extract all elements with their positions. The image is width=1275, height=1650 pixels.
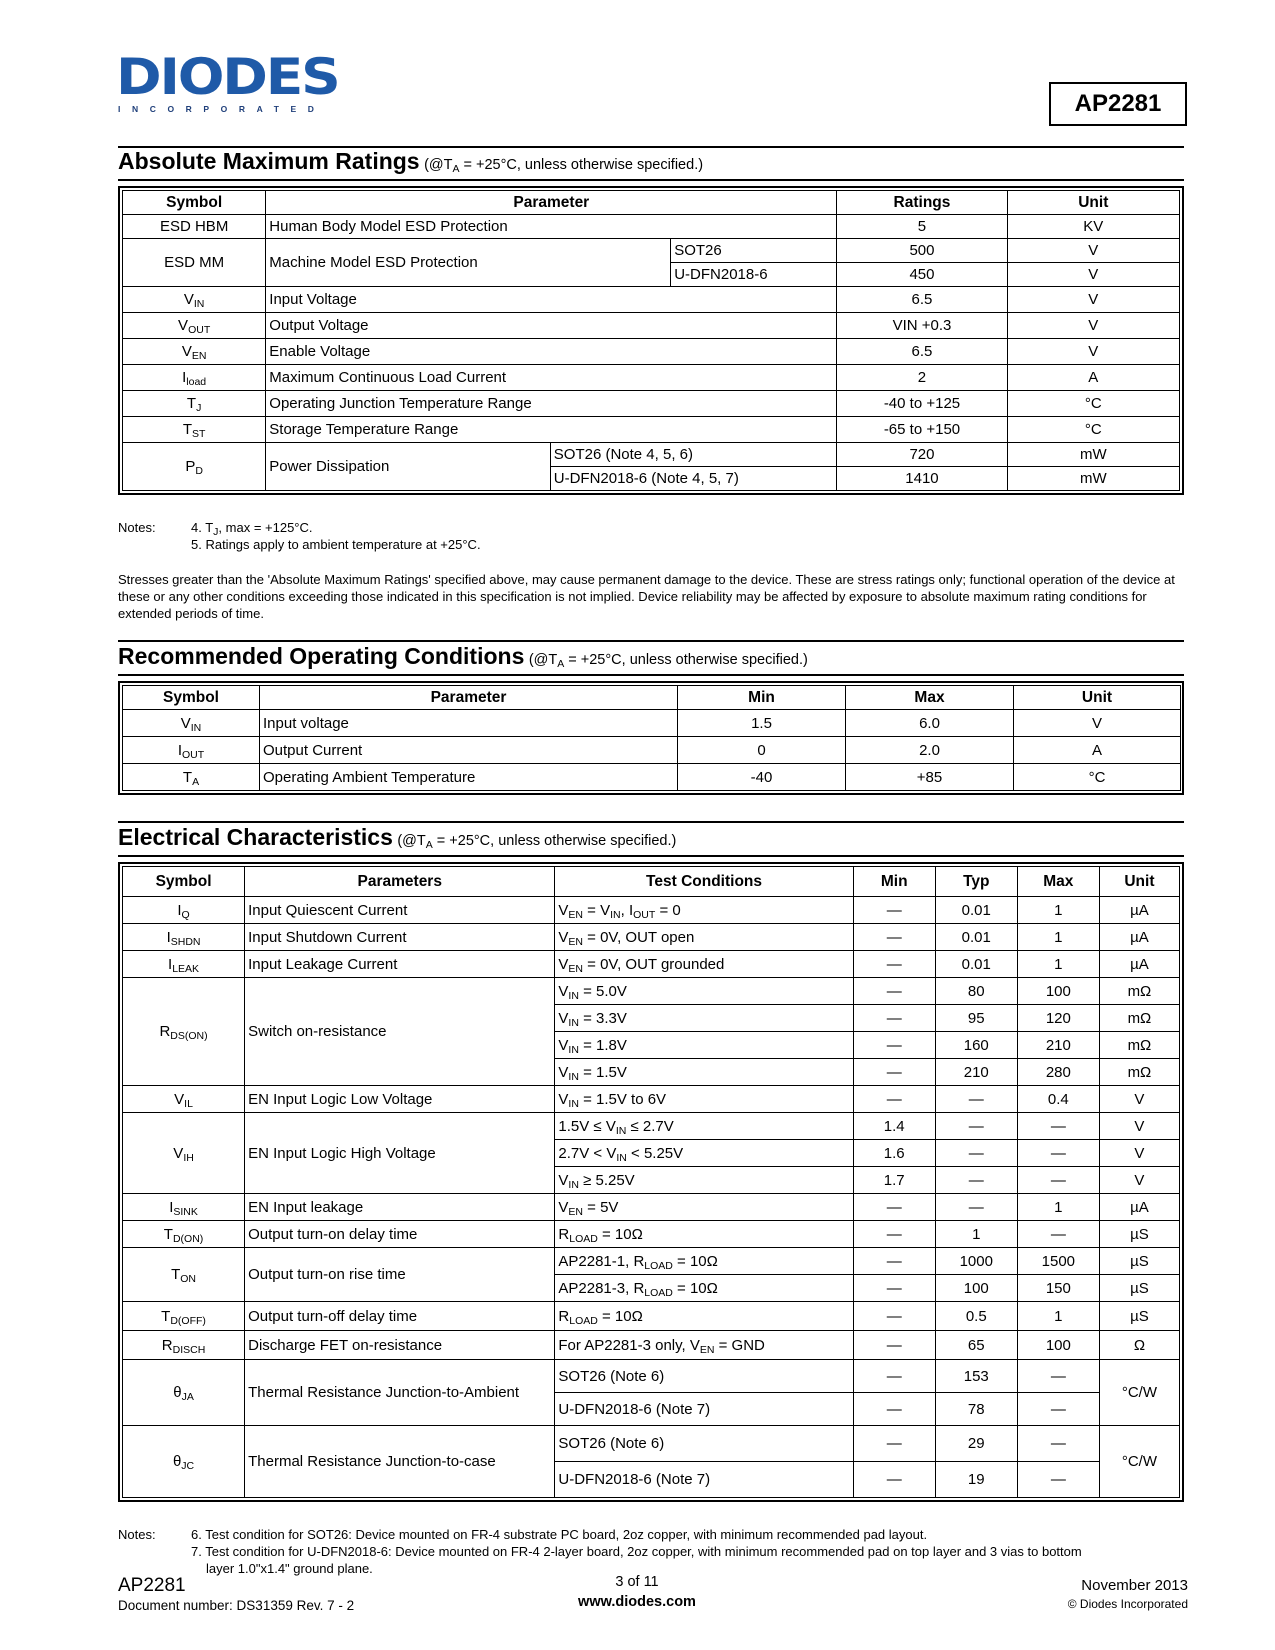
- footer-copyright: © Diodes Incorporated: [1067, 1597, 1188, 1611]
- table-header-row: Symbol Parameter Min Max Unit: [123, 686, 1181, 710]
- table-row: U-DFN2018-6 (Note 7) — 19 —: [123, 1462, 1180, 1498]
- roc-condition: ($@T_A = +25^\circ C$, unless otherwise specified.): [528, 652, 808, 670]
- table-row: U-DFN2018-6 (Note 7) — 78 —: [123, 1393, 1180, 1426]
- amr-notes: Notes: 4. $T_J$, max = +125°C. 5. Ratings apply to ambient temperature at +25°C.: [118, 519, 1198, 555]
- table-row: $\theta_{JA}$ Thermal Resistance Junction-to-Ambient SOT26 (Note 6) — 153 — °C/W: [123, 1360, 1180, 1393]
- ec-heading: [118, 824, 1184, 851]
- footer-doc-number: Document number: DS31359 Rev. 7 - 2: [118, 1598, 355, 1613]
- stress-paragraph: Stresses greater than the 'Absolute Maximum Ratings' specified above, may cause permanent damage to the device. These are stress ratings only; functional operation of the device at these or any other conditions exceeding those indicated in this specification is not implied. Device reliability may be affected by exposure to absolute maximum rating conditions for extended periods of time.: [118, 572, 1175, 621]
- col-unit: Unit: [1007, 191, 1179, 215]
- section-rule: [118, 821, 1184, 823]
- table-row: $T_J$ Operating Junction Temperature Range -40 to +125 °C: [123, 391, 1180, 417]
- table-row: $V_{OUT}$ Output Voltage VIN +0.3 V: [123, 313, 1180, 339]
- table-row: $V_{IN}$ Input Voltage 6.5 V: [123, 287, 1180, 313]
- table-row: U-DFN2018-6 450 V: [123, 263, 1180, 287]
- table-row: $R_{DISCH}$ Discharge FET on-resistance For AP2281-3 only, $V_{EN}$ = GND — 65 100 Ω: [123, 1331, 1180, 1360]
- note-5: 5. Ratings apply to ambient temperature at +25°C.: [191, 537, 481, 552]
- amr-title: Absolute Maximum Ratings: [118, 148, 420, 174]
- table-row: $2.7V < V_{IN} < 5.25V$ 1.6 — — V: [123, 1140, 1180, 1167]
- table-row: $T_{D(ON)}$ Output turn-on delay time $R_{LOAD} = 10\Omega$ — 1 — µS: [123, 1221, 1180, 1248]
- footer-date: November 2013: [1081, 1577, 1188, 1594]
- table-header-row: [123, 191, 1180, 215]
- table-row: $\theta_{JC}$ Thermal Resistance Junction-to-case SOT26 (Note 6) — 29 — °C/W: [123, 1426, 1180, 1462]
- section-rule: [118, 674, 1184, 676]
- table-row: ESD MM Machine Model ESD Protection SOT26 500 V: [123, 239, 1180, 263]
- table-row: $T_A$ Operating Ambient Temperature -40 +85 °C: [123, 764, 1181, 791]
- col-ratings: Ratings: [837, 191, 1007, 215]
- col-parameter: Parameter: [266, 191, 837, 215]
- table-row: $V_{IN}$ Input voltage 1.5 6.0 V: [123, 710, 1181, 737]
- table-row: $I_{SHDN}$ Input Shutdown Current $V_{EN} = 0V$, OUT open — 0.01 1 µA: [123, 924, 1180, 951]
- table-row: $V_{IN} = 3.3V$ — 95 120 mΩ: [123, 1005, 1180, 1032]
- table-row: $I_{load}$ Maximum Continuous Load Current 2 A: [123, 365, 1180, 391]
- table-row: AP2281-3, $R_{LOAD} = 10\Omega$ — 100 150 µS: [123, 1275, 1180, 1302]
- footer-page: 3 of 11: [615, 1574, 659, 1590]
- note-7: 7. Test condition for U-DFN2018-6: Device mounted on FR-4 2-layer board, 2oz copper, with minimum recommended pad on top layer and 3 vias to bottom: [191, 1544, 1082, 1559]
- table-row: $T_{ON}$ Output turn-on rise time AP2281-1, $R_{LOAD} = 10\Omega$ — 1000 1500 µS: [123, 1248, 1180, 1275]
- table-row: $I_{SINK}$ EN Input leakage $V_{EN} = 5V$ — — 1 µA: [123, 1194, 1180, 1221]
- table-row: $I_Q$ Input Quiescent Current $V_{EN} = V_{IN}$, $I_{OUT} = 0$ — 0.01 1 µA: [123, 897, 1180, 924]
- ec-condition: ($@T_A = +25^\circ C$, unless otherwise specified.): [397, 833, 677, 851]
- table-row: $R_{DS(ON)}$ Switch on-resistance $V_{IN} = 5.0V$ — 80 100 mΩ: [123, 978, 1180, 1005]
- note-6: 6. Test condition for SOT26: Device mounted on FR-4 substrate PC board, 2oz copper, with minimum recommended pad layout.: [191, 1527, 928, 1542]
- roc-heading: [118, 643, 1184, 670]
- diodes-logo: [116, 48, 348, 122]
- table-row: $T_{ST}$ Storage Temperature Range -65 to +150 °C: [123, 417, 1180, 443]
- table-row: $V_{IN} = 1.8V$ — 160 210 mΩ: [123, 1032, 1180, 1059]
- table-row: $P_D$ Power Dissipation SOT26 (Note 4, 5, 6) 720 mW: [123, 443, 1180, 467]
- table-header-row: Symbol Parameters Test Conditions Min Typ Max Unit: [123, 867, 1180, 897]
- table-row: $V_{IL}$ EN Input Logic Low Voltage $V_{IN} = 1.5V$ to 6V — — 0.4 V: [123, 1086, 1180, 1113]
- part-number-box: AP2281: [1049, 82, 1187, 126]
- table-row: $I_{OUT}$ Output Current 0 2.0 A: [123, 737, 1181, 764]
- table-row: U-DFN2018-6 (Note 4, 5, 7) 1410 mW: [123, 467, 1180, 491]
- section-rule: [118, 855, 1184, 857]
- table-row: $V_{IN} = 1.5V$ — 210 280 mΩ: [123, 1059, 1180, 1086]
- ec-title: Electrical Characteristics: [118, 824, 393, 850]
- logo-subtext: INCORPORATED: [118, 104, 326, 114]
- table-row: $V_{EN}$ Enable Voltage 6.5 V: [123, 339, 1180, 365]
- logo-wordmark: DIODES: [116, 48, 339, 106]
- table-row: $T_{D(OFF)}$ Output turn-off delay time $R_{LOAD} = 10\Omega$ — 0.5 1 µS: [123, 1302, 1180, 1331]
- note-4: 4. $T_J$, max = +125°C.: [191, 520, 313, 538]
- table-row: $I_{LEAK}$ Input Leakage Current $V_{EN} = 0V$, OUT grounded — 0.01 1 µA: [123, 951, 1180, 978]
- amr-heading: [118, 148, 1184, 175]
- section-rule: [118, 640, 1184, 642]
- section-rule: [118, 179, 1184, 181]
- ec-notes: Notes: 6. Test condition for SOT26: Device mounted on FR-4 substrate PC board, 2oz copper, with minimum recommended pad layout. 7. Test condition for U-DFN2018-6: Device mounted on FR-4 2-layer board, 2oz copper, with minimum recommended pad on top layer and 3 vias to bottom layer 1.0"x1.4" ground plane.: [118, 1526, 1198, 1578]
- footer-part: AP2281: [118, 1575, 186, 1596]
- footer-url-link[interactable]: www.diodes.com: [578, 1594, 696, 1610]
- col-symbol: Symbol: [123, 191, 266, 215]
- ec-table: [118, 862, 1184, 1502]
- amr-condition: ($@T_A = +25^\circ C$, unless otherwise specified.): [424, 157, 704, 175]
- table-row: $V_{IN} \ge 5.25V$ 1.7 — — V: [123, 1167, 1180, 1194]
- roc-table: [118, 681, 1184, 795]
- table-row: $V_{IH}$ EN Input Logic High Voltage $1.5V \le V_{IN} \le 2.7V$ 1.4 — — V: [123, 1113, 1180, 1140]
- amr-table: [118, 186, 1184, 495]
- table-row: ESD HBM Human Body Model ESD Protection 5 KV: [123, 215, 1180, 239]
- roc-title: Recommended Operating Conditions: [118, 643, 525, 669]
- note-7-cont: layer 1.0"x1.4" ground plane.: [206, 1561, 373, 1576]
